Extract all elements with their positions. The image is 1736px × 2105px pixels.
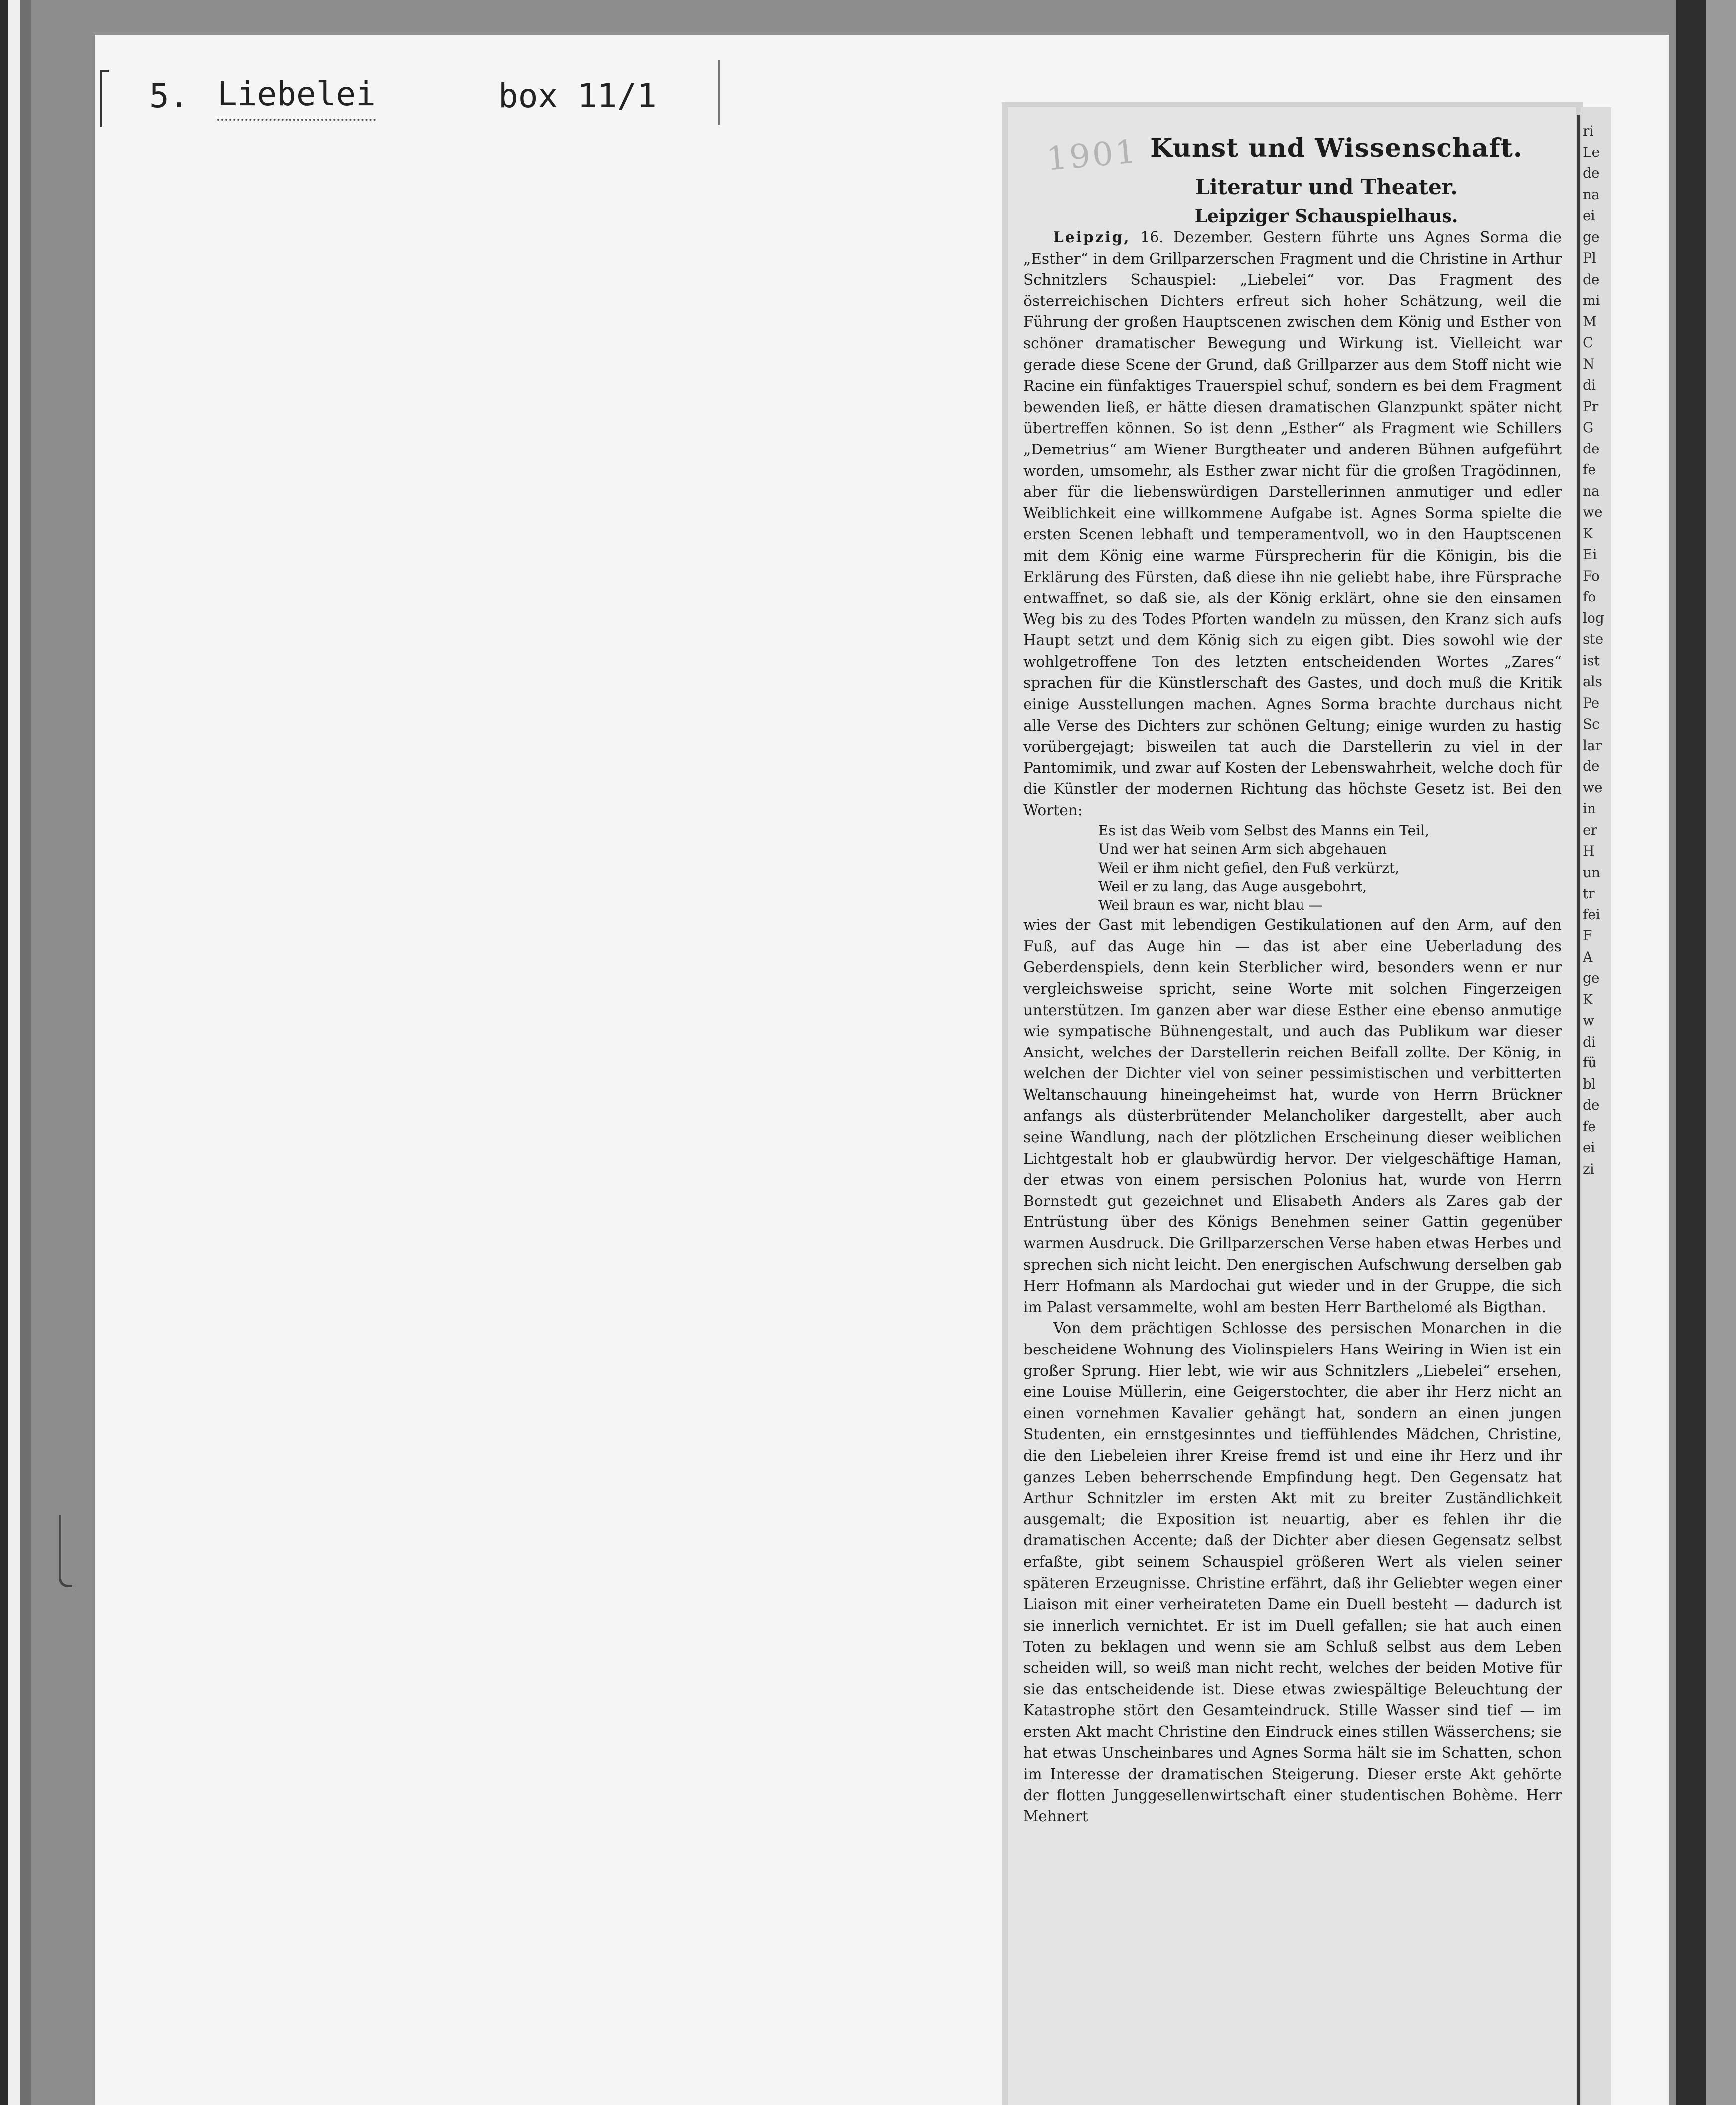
adjacent-fragment: N [1583, 355, 1595, 372]
margin-bracket [59, 1515, 72, 1587]
adjacent-fragment: fo [1583, 589, 1596, 605]
adjacent-fragment: fe [1583, 461, 1596, 478]
verse-quote [1023, 821, 1562, 915]
adjacent-fragment: A [1583, 948, 1593, 965]
article-body [1023, 227, 1562, 1827]
adjacent-fragment: fe [1583, 1118, 1596, 1135]
adjacent-fragment: bl [1583, 1075, 1596, 1092]
subsection-title: Literatur und Theater. [1195, 175, 1458, 199]
adjacent-fragment: Le [1583, 144, 1600, 160]
adjacent-fragment: mi [1583, 292, 1600, 308]
paragraph-2: wies der Gast mit lebendigen Gestikulationen auf den Arm, auf den Fuß, auf das Auge hin — das ist aber eine Ueberladung des Geberdenspiels, denn kein Sterblicher wird, besonders wenn er nur vergleichsweise spricht, seine Worte mit solchen Fingerzeigen unterstützen. Im ganzen aber war diese Esther eine ebenso anmutige wie sympatische Bühnengestalt, und auch das Publikum war dieser Ansicht, welches der Darstellerin reichen Beifall zollte. Der König, in welchen der Dichter viel von seiner pessimistischen und verbitterten Weltanschauung hineingeheimst hat, wurde von Herrn Brückner anfangs als düsterbrütender Melancholiker dargestellt, aber auch seine Wandlung, nach der plötzlichen Erscheinung dieser weiblichen Lichtgestalt hob er glaubwürdig hervor. Der vielgeschäftige Haman, der etwas von einem persischen Polonius hat, wurde von Herrn Bornstedt gut gezeichnet und Elisabeth Anders als Zares gab der Entrüstung über des Königs Benehmen seiner Gattin gegenüber warmen Ausdruck. Die Grillparzerschen Verse haben etwas Herbes und sprechen sich nicht leicht. Den energischen Aufschwung derselben gab Herr Hofmann als Mardochai gut wieder und in der Gruppe, die sich im Palast versammelte, wohl am besten Herr Barthelomé als Bigthan. [1023, 916, 1562, 1316]
adjacent-fragment: zi [1583, 1160, 1594, 1177]
adjacent-fragment: er [1583, 821, 1597, 838]
label-title: Liebelei [217, 74, 376, 121]
adjacent-fragment: w [1583, 1012, 1594, 1029]
adjacent-fragment: Ei [1583, 546, 1597, 563]
adjacent-fragment: un [1583, 864, 1601, 881]
adjacent-column-fragments [1581, 107, 1611, 2105]
handwritten-annotation: 1901 [1044, 132, 1140, 178]
adjacent-fragment: we [1583, 779, 1603, 796]
adjacent-fragment: ri [1583, 123, 1594, 139]
dateline: Leipzig, [1053, 228, 1131, 246]
adjacent-fragment: K [1583, 525, 1593, 542]
adjacent-fragment: Pl [1583, 250, 1596, 266]
adjacent-fragment: G [1583, 419, 1594, 436]
newspaper-clipping [1008, 107, 1576, 2105]
adjacent-fragment: ei [1583, 207, 1595, 224]
adjacent-fragment: Fo [1583, 567, 1600, 584]
adjacent-fragment: Pr [1583, 398, 1599, 415]
verse-line: Und wer hat seinen Arm sich abgehauen [1098, 841, 1387, 858]
verse-line: Weil er zu lang, das Auge ausgebohrt, [1098, 878, 1367, 895]
adjacent-fragment: de [1583, 165, 1600, 181]
adjacent-fragment: de [1583, 758, 1600, 774]
adjacent-fragment: fü [1583, 1054, 1597, 1071]
label-box: box 11/1 [498, 77, 657, 115]
scan-edge-left [0, 0, 31, 2105]
corner-mark [100, 70, 109, 127]
adjacent-fragment: ge [1583, 970, 1600, 986]
adjacent-fragment: ei [1583, 1139, 1595, 1156]
adjacent-fragment: ist [1583, 652, 1600, 669]
adjacent-fragment: Pe [1583, 694, 1600, 711]
adjacent-fragment: C [1583, 334, 1593, 351]
adjacent-fragment: de [1583, 440, 1600, 457]
verse-line: Weil braun es war, nicht blau — [1098, 897, 1323, 913]
adjacent-fragment: ste [1583, 631, 1604, 647]
label-number: 5. [149, 77, 189, 115]
adjacent-fragment: ge [1583, 228, 1600, 245]
label-rule [718, 60, 720, 125]
section-title: Kunst und Wissenschaft. [1150, 133, 1523, 163]
adjacent-fragment: K [1583, 991, 1593, 1008]
verse-line: Es ist das Weib vom Selbst des Manns ein Teil, [1098, 822, 1430, 839]
scan-edge-right [1676, 0, 1736, 2105]
adjacent-fragment: di [1583, 1033, 1596, 1050]
paragraph-3: Von dem prächtigen Schlosse des persischen Monarchen in die bescheidene Wohnung des Violinspielers Hans Weiring in Wien ist ein großer Sprung. Hier lebt, wie wir aus Schnitzlers „Liebelei“ ersehen, eine Louise Müllerin, eine Geigerstochter, die aber ihr Herz nicht an einen vornehmen Kavalier gehängt hat, sondern an einen jungen Studenten, ein ernstgesinntes und tieffühlendes Mädchen, Christine, die den Liebeleien ihrer Kreise fremd ist und eine ihr Herz und ihr ganzes Leben beherrschende Empfindung hegt. Den Gegensatz hat Arthur Schnitzler im ersten Akt mit zu breiter Zuständlichkeit ausgemalt; die Exposition ist neuartig, aber es fehlen ihr die dramatischen Accente; daß der Dichter aber diesen Gegensatz selbst erfaßte, gibt seinem Schauspiel größeren Wert als vielen seiner späteren Erzeugnisse. Christine erfährt, daß ihr Geliebter wegen einer Liaison mit einer verheirateten Dame ein Duell besteht — dadurch ist sie innerlich vernichtet. Er ist im Duell gefallen; sie hat auch einen Toten zu beklagen und wenn sie am Schluß selbst aus dem Leben scheiden will, so weiß man nicht recht, welches der beiden Motive für sie das entscheidende ist. Diese etwas zwiespältige Beleuchtung der Katastrophe stört den Gesamteindruck. Stille Wasser sind tief — im ersten Akt macht Christine den Eindruck eines stillen Wässerchens; sie hat etwas Unscheinbares und Agnes Sorma hält sie im Schatten, schon im Interesse der dramatischen Steigerung. Dieser erste Akt gehörte der flotten Junggesellenwirtschaft einer studentischen Bohème. Herr Mehnert [1023, 1320, 1562, 1825]
paragraph-1 [1023, 227, 1562, 821]
adjacent-fragment: log [1583, 609, 1604, 626]
adjacent-fragment: na [1583, 186, 1600, 203]
adjacent-fragment: na [1583, 482, 1600, 499]
adjacent-fragment: di [1583, 377, 1596, 393]
adjacent-fragment: lar [1583, 737, 1602, 753]
adjacent-fragment: in [1583, 800, 1596, 817]
adjacent-fragment: de [1583, 271, 1600, 288]
adjacent-fragment: H [1583, 843, 1595, 859]
adjacent-fragment: fei [1583, 906, 1600, 923]
venue-title: Leipziger Schauspielhaus. [1194, 206, 1458, 227]
adjacent-fragment: tr [1583, 885, 1595, 902]
adjacent-fragment: als [1583, 673, 1603, 690]
adjacent-fragment: M [1583, 313, 1597, 330]
paragraph-1-text: 16. Dezember. Gestern führte uns Agnes Sorma die „Esther“ in dem Grillparzerschen Fragment und die Christine in Arthur Schnitzlers Schauspiel: „Liebelei“ vor. Das Fragment des österreichischen Dichters erfreut sich hoher Schätzung, weil die Führung der großen Hauptscenen zwischen dem König und Esther von schöner dramatischer Bewegung und Wirkung ist. Vielleicht war gerade diese Scene der Grund, daß Grillparzer aus dem Stoff nicht wie Racine ein fünfaktiges Trauerspiel schuf, sondern es bei dem Fragment bewenden ließ, er hätte diesen dramatischen Glanzpunkt später nicht übertreffen können. So ist denn „Esther“ als Fragment wie Schillers „Demetrius“ am Wiener Burgtheater und anderen Bühnen aufgeführt worden, umsomehr, als Esther zwar nicht für die großen Tragödinnen, aber für die liebenswürdigen Darstellerinnen anmutiger und edler Weiblichkeit eine willkommene Aufgabe ist. Agnes Sorma spielte die ersten Scenen lebhaft und temperamentvoll, wo in den Hauptscenen mit dem König eine warme Fürsprecherin für die Königin, bis die Erklärung des Fürsten, daß diese ihn nie geliebt habe, ihre Fürsprache entwaffnet, so daß sie, als der König erklärt, ohne sie den einsamen Weg bis zu des Todes Pforten wandeln zu müssen, den Kranz sich aufs Haupt setzt und dem König sich zu eigen gibt. Dies sowohl wie der wohlgetroffene Ton des letzten entscheidenden Wortes „Zares“ sprachen für die Künstlerschaft des Gastes, und doch muß die Kritik einige Ausstellungen machen. Agnes Sorma brachte durchaus nicht alle Verse des Dichters zur schönen Geltung; einige wurden zu hastig vorübergejagt; bisweilen tat auch die Darstellerin zu viel in der Pantomimik, und zwar auf Kosten der Lebenswahrheit, welche doch für die Künstler der modernen Richtung das höchste Gesetz ist. Bei den Worten: [1023, 229, 1562, 819]
adjacent-fragment: Sc [1583, 716, 1600, 732]
adjacent-fragment: we [1583, 504, 1603, 520]
adjacent-fragment: F [1583, 927, 1592, 944]
column-rule [1577, 115, 1580, 2105]
adjacent-fragment: de [1583, 1097, 1600, 1113]
verse-line: Weil er ihm nicht gefiel, den Fuß verkürzt, [1098, 859, 1400, 876]
